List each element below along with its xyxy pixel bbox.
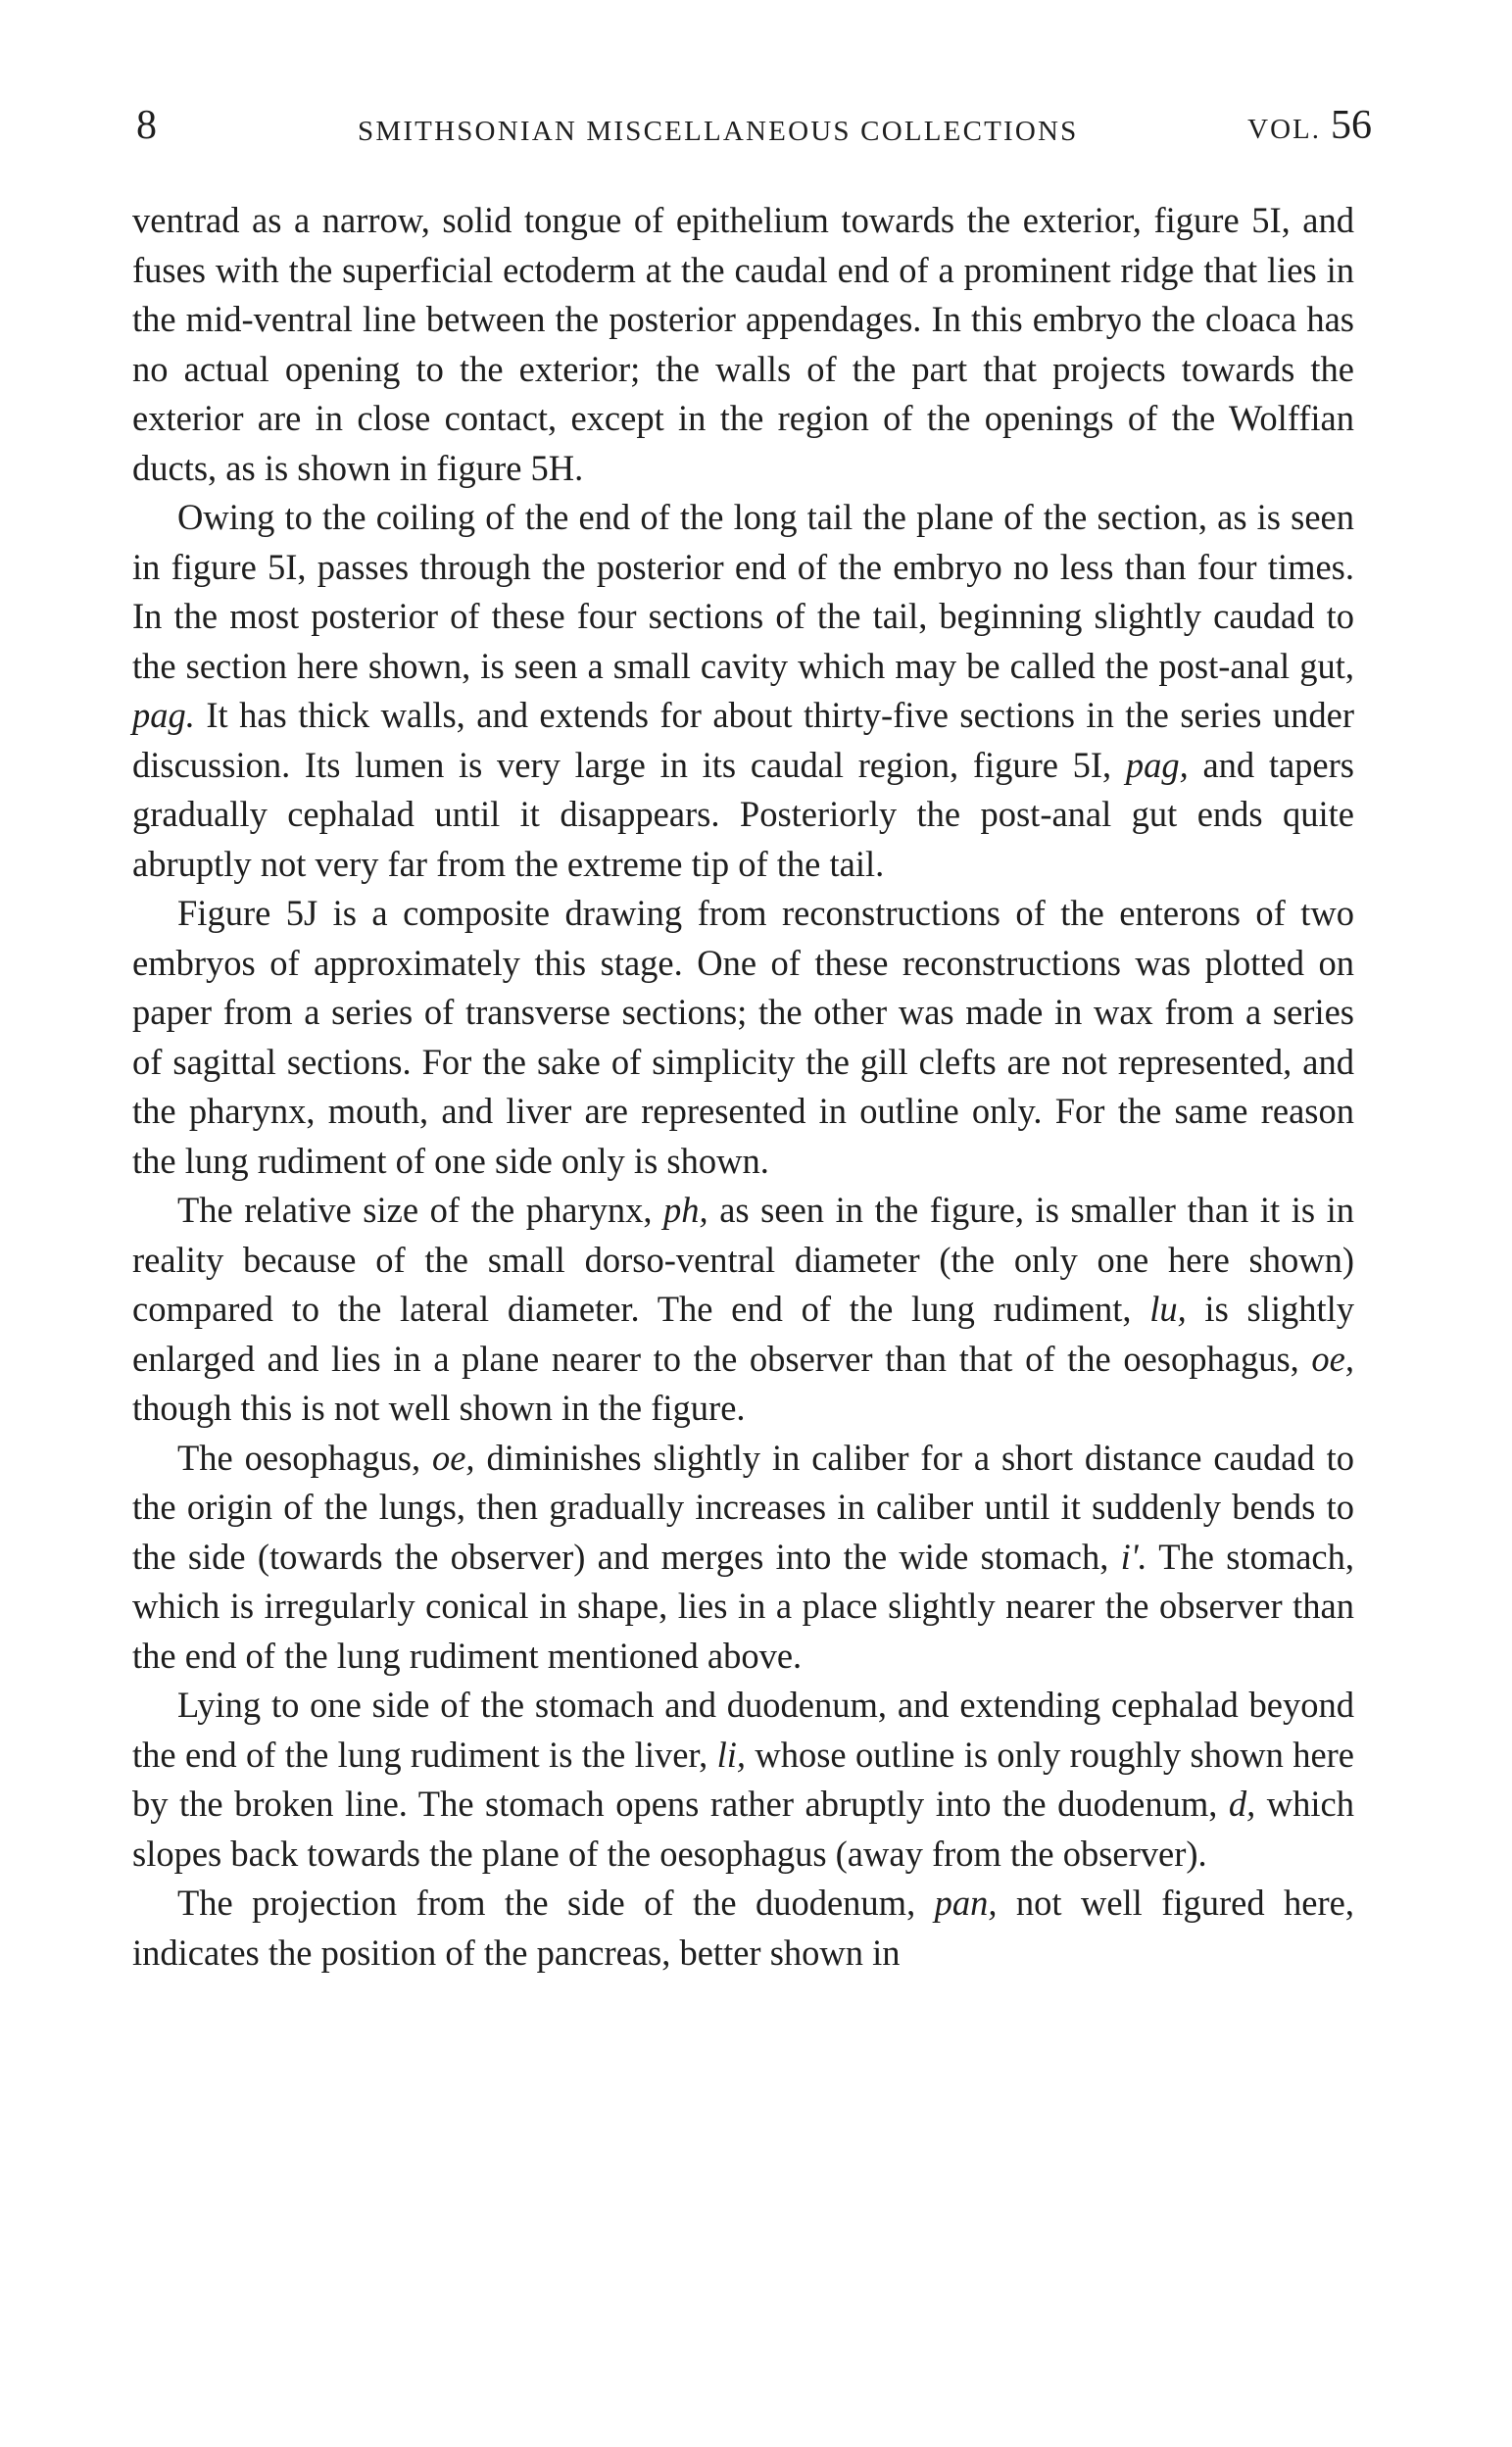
paragraph-1 [132,196,1354,493]
figure-label: pag. [132,695,195,735]
text-run: is slightly enlarged and lies in a plane nearer to the observer than that of the oesophagus, [132,1289,1354,1379]
text-run: whose outline is only roughly shown here by the broken line. The stomach opens rather abruptly into the duodenum, [132,1734,1354,1824]
running-title: SMITHSONIAN MISCELLANEOUS COLLECTIONS [358,116,1079,147]
figure-label: li, [716,1734,747,1775]
figure-label: ph, [663,1190,708,1230]
figure-label: oe, [1311,1338,1354,1379]
paragraph-7 [132,1879,1354,1978]
figure-label: pan, [934,1883,998,1923]
text-run: Owing to the coiling of the end of the long tail the plane of the section, as is seen in figure 5I, passes through the posterior end of the embryo no less than four times. In the most posterior of these four sections of the tail, beginning slightly caudad to the section here shown, is seen a small cavity which may be called the post-anal gut, [132,497,1354,686]
volume-indicator [1247,96,1372,159]
body-text [132,196,1354,1978]
text-run: and tapers gradually cephalad until it disappears. Posteriorly the post-anal gut ends quite abruptly not very far from the extreme tip of the tail. [132,744,1354,884]
volume-number: 56 [1331,103,1372,148]
running-header [132,96,1372,155]
figure-label: pag, [1125,744,1189,785]
text-run: Figure 5J is a composite drawing from reconstructions of the enterons of two embryos of approximately this stage. One of these reconstructions was plotted on paper from a series of transverse sections; the other was made in wax from a series of sagittal sections. For the sake of simplicity the gill clefts are not represented, and the pharynx, mouth, and liver are represented in outline only. For the same reason the lung rudiment of one side only is shown. [132,893,1354,1181]
figure-label: lu, [1149,1289,1187,1329]
figure-label: d, [1228,1784,1256,1824]
volume-label: VOL. [1247,114,1321,145]
paragraph-5 [132,1434,1354,1682]
text-run: though this is not well shown in the figure. [132,1388,746,1428]
text-run: The projection from the side of the duodenum, [177,1883,935,1923]
text-run: Lying to one side of the stomach and duodenum, and extending cephalad beyond the end of the lung rudiment is the liver, [132,1685,1354,1775]
text-run: The stomach, which is irregularly conical in shape, lies in a place slightly nearer the observer than the end of the lung rudiment mentioned above. [132,1536,1354,1676]
paragraph-3 [132,889,1354,1186]
text-run: as seen in the figure, is smaller than it is in reality because of the small dorso-ventral diameter (the only one here shown) compared to the lateral diameter. The end of the lung rudiment, [132,1190,1354,1329]
figure-label: oe, [431,1437,475,1478]
paragraph-6 [132,1681,1354,1879]
text-run: The relative size of the pharynx, [177,1190,664,1230]
page-number: 8 [136,103,157,148]
text-run: not well figured here, indicates the position of the pancreas, better shown in [132,1883,1354,1973]
text-run: which slopes back towards the plane of the oesophagus (away from the observer). [132,1784,1354,1874]
text-run: The oesophagus, [177,1437,432,1478]
text-run: diminishes slightly in caliber for a short distance caudad to the origin of the lungs, then gradually increases in caliber until it suddenly bends to the side (towards the observer) and merges into the wide stomach, [132,1437,1354,1577]
figure-label: i'. [1120,1536,1147,1577]
text-run: ventrad as a narrow, solid tongue of epithelium towards the exterior, figure 5I, and fuses with the superficial ectoderm at the caudal end of a prominent ridge that lies in the mid-ventral line between the posterior appendages. In this embryo the cloaca has no actual opening to the exterior; the walls of the part that projects towards the exterior are in close contact, except in the region of the openings of the Wolffian ducts, as is shown in figure 5H. [132,200,1354,488]
text-run: It has thick walls, and extends for about thirty-five sections in the series under discussion. Its lumen is very large in its caudal region, figure 5I, [132,695,1354,785]
paragraph-4 [132,1186,1354,1434]
paragraph-2 [132,493,1354,889]
